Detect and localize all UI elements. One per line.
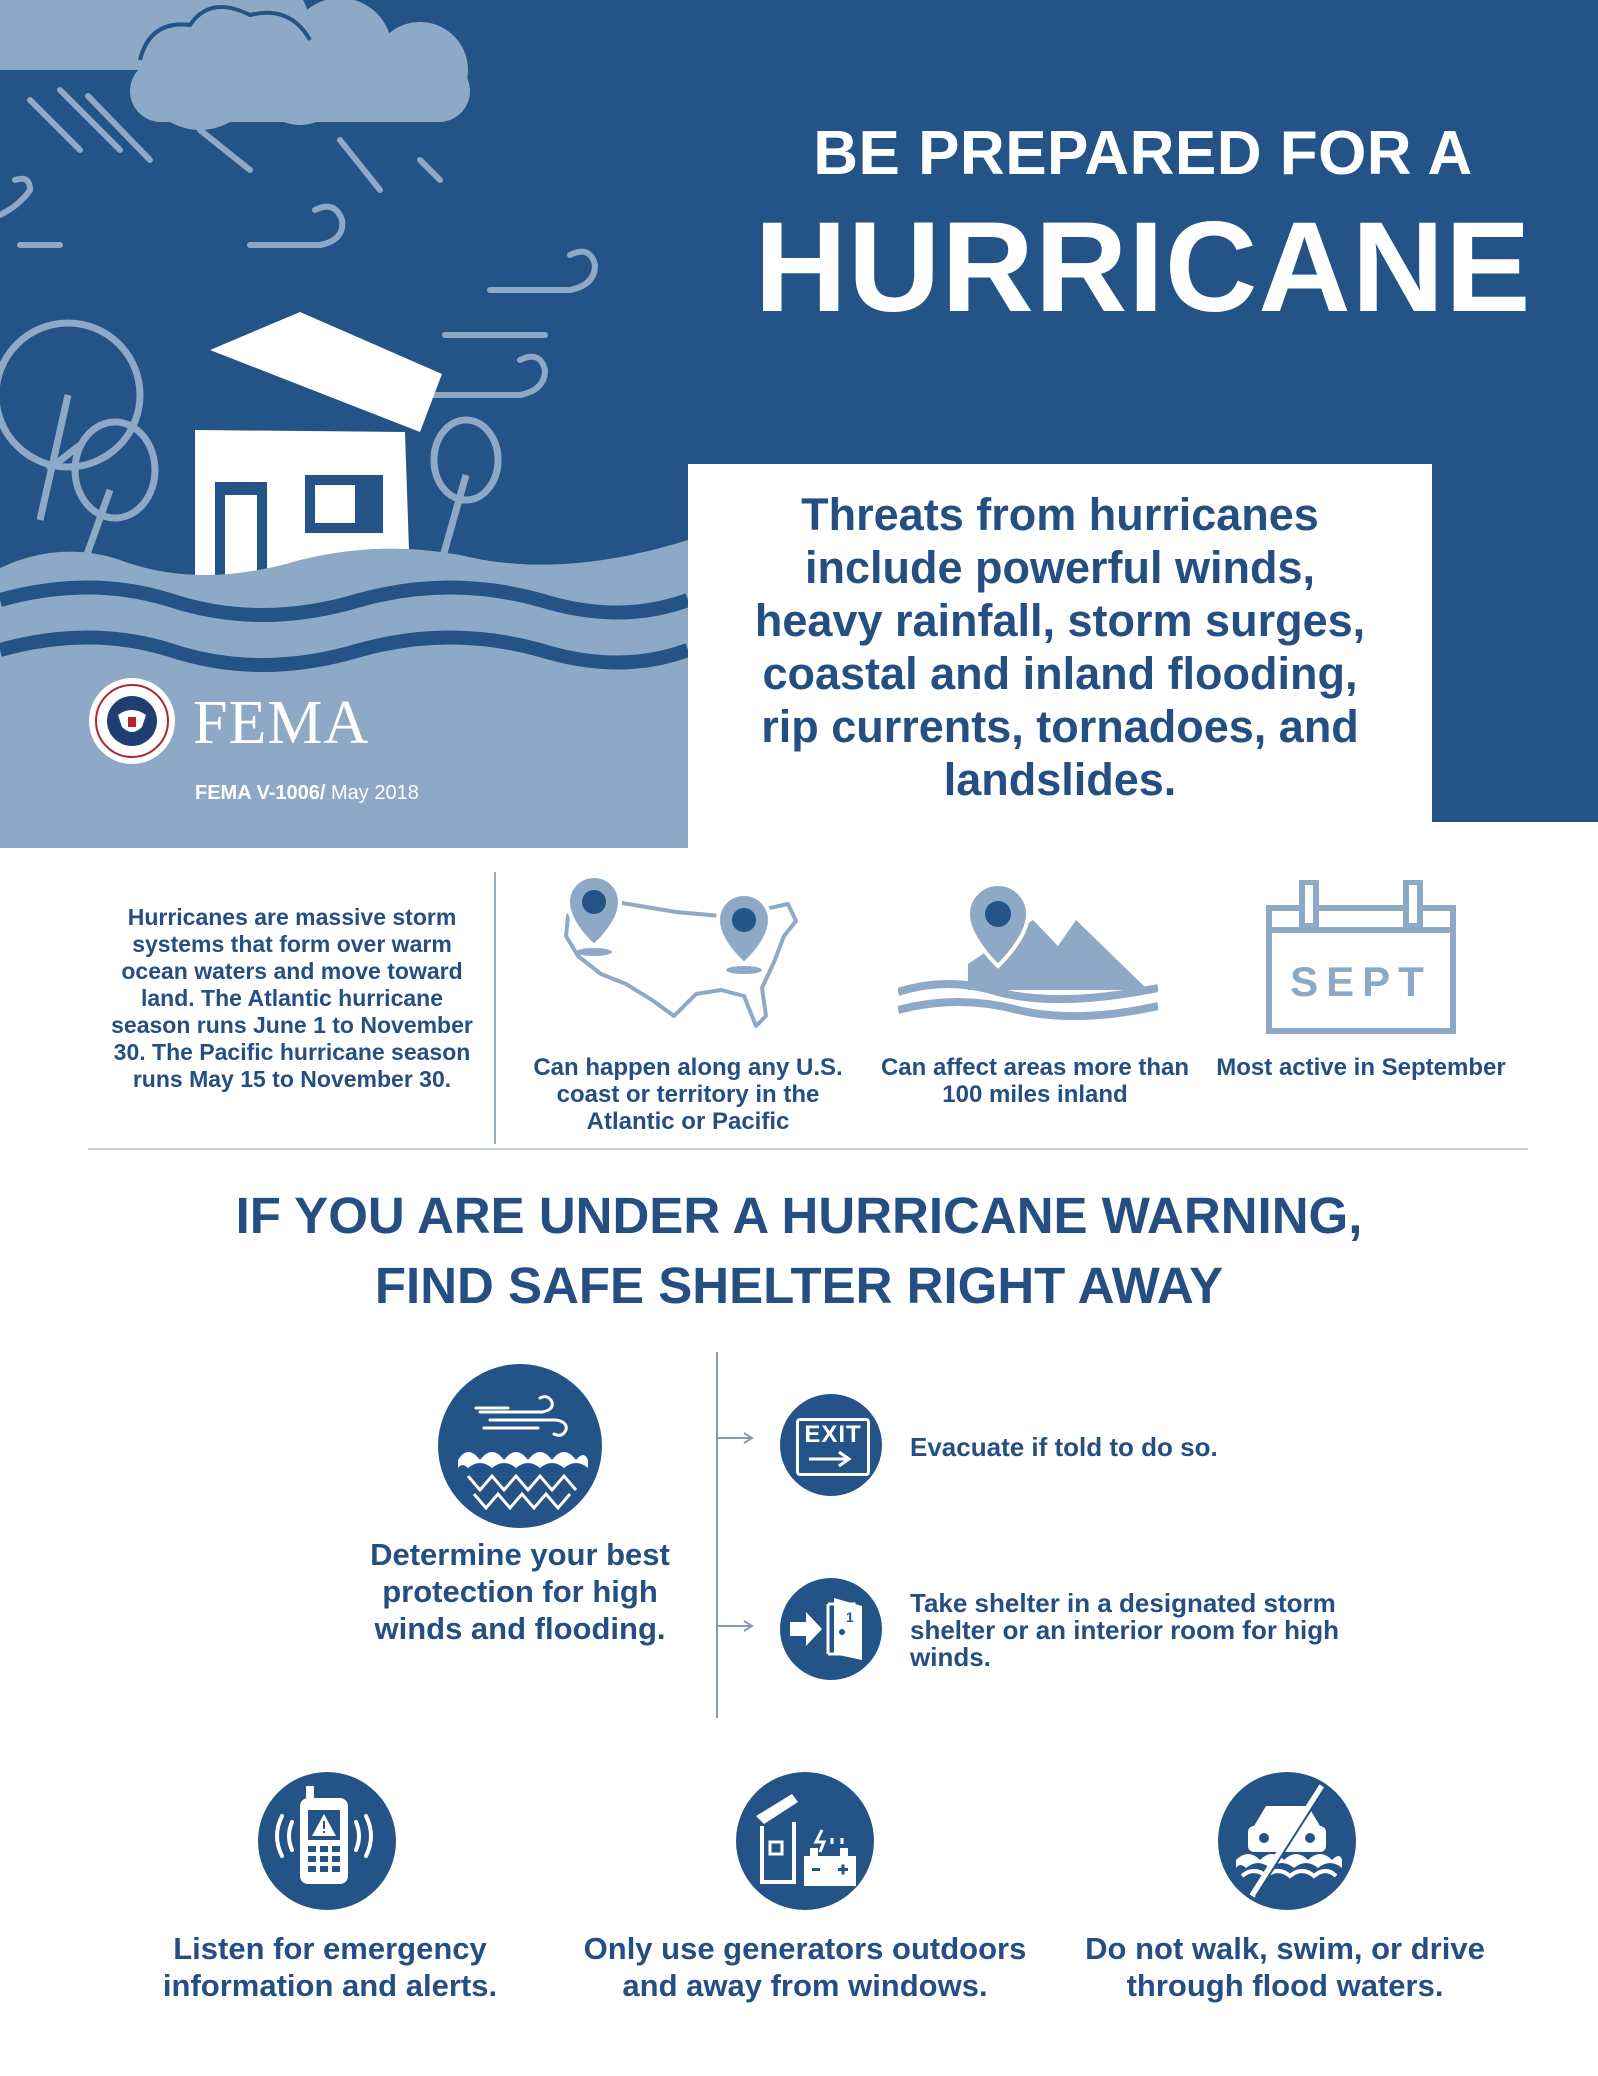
no-driving-flood-icon: [1218, 1772, 1356, 1910]
threats-callout: [688, 464, 1432, 822]
cloud-icon: [0, 0, 470, 130]
fema-logo: FEMA: [193, 689, 370, 757]
calendar-label: SEPT: [1290, 958, 1432, 1005]
title-line-1: BE PREPARED FOR A: [813, 119, 1473, 188]
generator-safety-text: Only use generators outdoors and away from windows.: [583, 1931, 1027, 2003]
september-fact: Most active in September: [1216, 1054, 1506, 1081]
shelter-divider: [716, 1352, 718, 1718]
inland-pin-icon: [898, 884, 1158, 1026]
generator-icon: [736, 1772, 874, 1910]
header-corner: [688, 822, 1598, 848]
protection-text: Determine your best protection for high winds and flooding.: [370, 1537, 670, 1646]
us-map-pin-icon: [556, 876, 806, 1036]
wind-flood-icon: [438, 1364, 602, 1528]
exit-sign-icon: [780, 1394, 882, 1496]
publication-info: [195, 782, 419, 805]
warning-heading-line-2: FIND SAFE SHELTER RIGHT AWAY: [374, 1257, 1224, 1314]
publication-code: FEMA V-1006/: [195, 782, 326, 804]
house-icon: [195, 312, 442, 580]
arrow-right-icon: [716, 1618, 756, 1634]
section-divider: [88, 1148, 1528, 1150]
coast-fact: Can happen along any U.S. coast or territory in the Atlantic or Pacific: [533, 1054, 843, 1135]
exit-sign-label: EXIT: [804, 1421, 862, 1448]
page-title: HURRICANE: [754, 196, 1532, 339]
hurricane-season-fact: Hurricanes are massive storm systems that form over warm ocean waters and move toward land. The Atlantic hurricane season runs June 1 to November 30. The Pacific hurricane season runs May 15 to November 30.: [111, 904, 473, 1092]
listen-alerts-text: Listen for emergency information and alerts.: [162, 1931, 498, 2003]
svg-text:1: 1: [846, 1609, 854, 1625]
threats-text: Threats from hurricanes include powerful winds, heavy rainfall, storm surges, coastal and inland flooding, rip currents, tornadoes, and landslides.: [754, 489, 1366, 805]
warning-heading-line-1: IF YOU ARE UNDER A HURRICANE WARNING,: [235, 1187, 1363, 1244]
flood-water-warning-text: Do not walk, swim, or drive through flood waters.: [1085, 1931, 1485, 2003]
facts-divider: [494, 872, 496, 1144]
dhs-seal-icon: [88, 677, 176, 765]
inland-fact: Can affect areas more than 100 miles inland: [880, 1054, 1190, 1108]
calendar-icon: [1266, 880, 1456, 1034]
take-shelter-text: Take shelter in a designated storm shelter or an interior room for high winds.: [910, 1588, 1340, 1672]
shelter-door-icon: [780, 1578, 882, 1680]
publication-date: May 2018: [330, 782, 419, 804]
phone-alert-icon: [258, 1772, 396, 1910]
evacuate-text: Evacuate if told to do so.: [910, 1432, 1218, 1462]
arrow-right-icon: [716, 1430, 756, 1446]
